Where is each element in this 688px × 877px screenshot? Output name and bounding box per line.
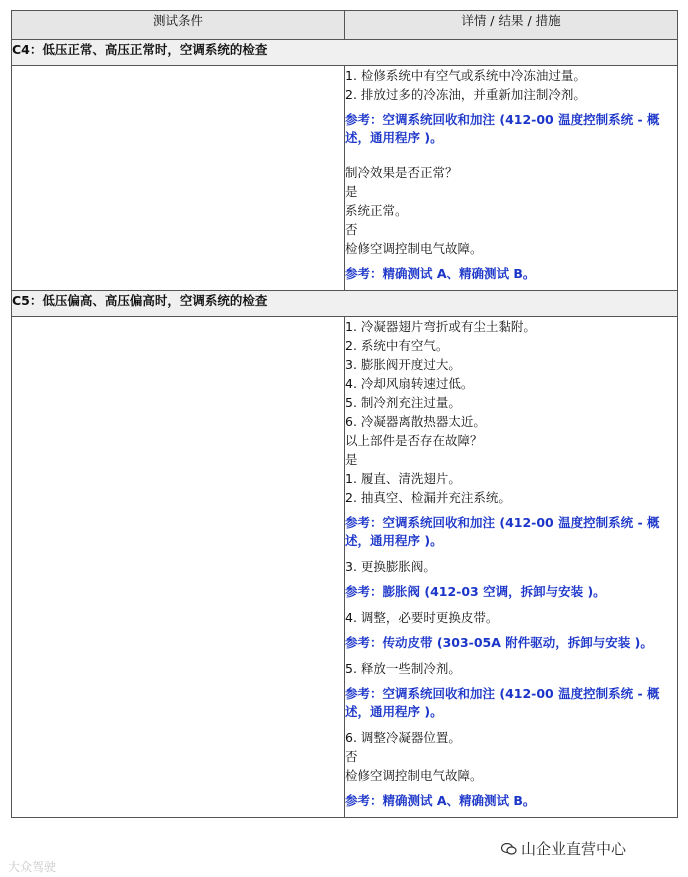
c5-no-label: 否 — [345, 749, 358, 764]
c4-no-action: 检修空调控制电气故障。 — [345, 241, 483, 256]
c4-reference-recovery-link[interactable]: 参考：空调系统回收和加注 (412-00 温度控制系统 - 概述，通用程序 )。 — [345, 112, 660, 145]
c5-cause-3: 3. 膨胀阀开度过大。 — [345, 357, 461, 372]
c5-condition-cell — [12, 317, 345, 818]
section-c4-title-row — [12, 40, 678, 66]
c5-reference-recovery-link-2[interactable]: 参考：空调系统回收和加注 (412-00 温度控制系统 - 概述，通用程序 )。 — [345, 686, 660, 719]
c5-cause-4: 4. 冷却风扇转速过低。 — [345, 376, 474, 391]
section-c5-title: C5：低压偏高、高压偏高时，空调系统的检查 — [12, 291, 678, 317]
header-test-condition: 测试条件 — [12, 11, 345, 40]
c5-yes-action-1: 1. 履直、清洗翅片。 — [345, 471, 461, 486]
section-c5-title-row — [12, 291, 678, 317]
watermark-left: 大众驾驶 — [8, 860, 57, 874]
wechat-icon — [501, 843, 517, 855]
c5-yes-label: 是 — [345, 452, 358, 467]
c5-yes-action-3: 3. 更换膨胀阀。 — [345, 559, 436, 574]
diagnosis-table — [11, 10, 678, 818]
c5-cause-6: 6. 冷凝器离散热器太近。 — [345, 414, 486, 429]
c4-no-label: 否 — [345, 222, 358, 237]
c5-yes-action-6: 6. 调整冷凝器位置。 — [345, 730, 461, 745]
c5-reference-valve-link[interactable]: 参考：膨胀阀 (412-03 空调，拆卸与安装 )。 — [345, 584, 606, 599]
c4-step-2: 2. 排放过多的冷冻油，并重新加注制冷剂。 — [345, 87, 586, 102]
c4-yes-label: 是 — [345, 184, 358, 199]
c5-cause-2: 2. 系统中有空气。 — [345, 338, 449, 353]
section-c4-title: C4：低压正常、高压正常时，空调系统的检查 — [12, 40, 678, 66]
c4-question: 制冷效果是否正常？ — [345, 165, 458, 180]
c5-yes-action-4: 4. 调整，必要时更换皮带。 — [345, 610, 499, 625]
c5-no-action: 检修空调控制电气故障。 — [345, 768, 483, 783]
c5-cause-1: 1. 冷凝器翅片弯折或有尘土黏附。 — [345, 319, 536, 334]
c4-yes-action: 系统正常。 — [345, 203, 408, 218]
c5-question: 以上部件是否存在故障？ — [345, 433, 483, 448]
c5-reference-belt-link[interactable]: 参考：传动皮带 (303-05A 附件驱动，拆卸与安装 )。 — [345, 635, 653, 650]
watermark-right — [497, 838, 630, 859]
c5-details-cell — [345, 317, 678, 818]
header-details-results-actions: 详情 / 结果 / 措施 — [345, 11, 678, 40]
section-c4-row — [12, 66, 678, 291]
c4-reference-test-link[interactable]: 参考：精确测试 A、精确测试 B。 — [345, 266, 536, 281]
c5-reference-recovery-link[interactable]: 参考：空调系统回收和加注 (412-00 温度控制系统 - 概述，通用程序 )。 — [345, 515, 660, 548]
table-header-row — [12, 11, 678, 40]
c5-yes-action-2: 2. 抽真空、检漏并充注系统。 — [345, 490, 511, 505]
watermark-right-text: 山企业直营中心 — [521, 840, 627, 858]
c5-reference-test-link[interactable]: 参考：精确测试 A、精确测试 B。 — [345, 793, 536, 808]
c5-yes-action-5: 5. 释放一些制冷剂。 — [345, 661, 461, 676]
c4-details-cell — [345, 66, 678, 291]
c4-condition-cell — [12, 66, 345, 291]
c4-step-1: 1. 检修系统中有空气或系统中冷冻油过量。 — [345, 68, 586, 83]
c5-cause-5: 5. 制冷剂充注过量。 — [345, 395, 461, 410]
section-c5-row — [12, 317, 678, 818]
